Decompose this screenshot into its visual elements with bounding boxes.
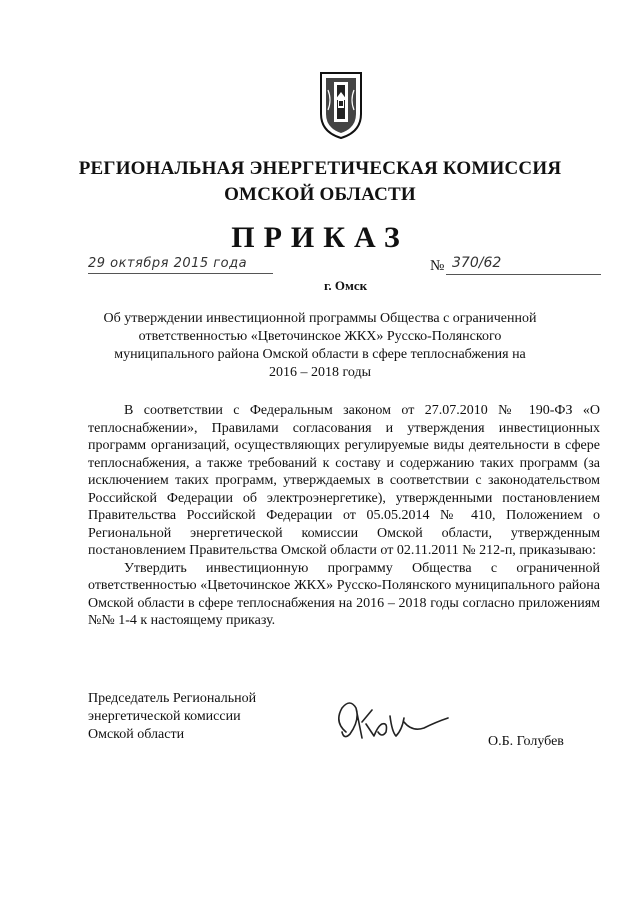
city-name: г. Омск: [324, 278, 368, 293]
date-underline: [88, 273, 273, 274]
signatory-position: [88, 690, 256, 744]
signatory-position-line2: энергетической комиссии: [88, 709, 241, 724]
signatory-name: О.Б. Голубев: [488, 734, 564, 749]
coat-of-arms-emblem: [318, 70, 364, 140]
number-underline: [446, 274, 601, 275]
document-title: ПРИКАЗ: [231, 221, 409, 254]
signatory-position-line3: Омской области: [88, 727, 185, 742]
organization-name-line1: РЕГИОНАЛЬНАЯ ЭНЕРГЕТИЧЕСКАЯ КОМИССИЯ: [78, 158, 562, 179]
order-body: [88, 402, 600, 630]
body-paragraph-decision: Утвердить инвестиционную программу Общества с ограниченной ответственностью «Цветочинское ЖКХ» Русско-Полянского муниципального района Омской области в сфере теплоснабжения на 2016 – 2018 годы согласно приложениям №№ 1-4 к настоящему приказу.: [88, 560, 600, 628]
order-date: 29 октября 2015 года: [88, 256, 248, 271]
order-number: 370/62: [452, 255, 502, 271]
number-sign: №: [430, 258, 445, 274]
handwritten-signature: [332, 692, 452, 748]
organization-name-line2: ОМСКОЙ ОБЛАСТИ: [224, 184, 416, 205]
body-paragraph-legal-basis: В соответствии с Федеральным законом от 27.07.2010 № 190-ФЗ «О теплоснабжении», Правилами согласования и утверждения инвестиционных программ организаций, осуществляющих регулируемые виды деятельности в сфере теплоснабжения, а также требований к составу и содержанию таких программ (за исключением таких программ, утверждаемых в соответствии с законодательством Российской Федерации об электроэнергетике), утвержденными постановлением Правительства Российской Федерации от 05.05.2014 № 410, Положением о Региональной энергетической комиссии Омской области, утвержденным постановлением Правительства Омской области от 02.11.2011 № 212-п, приказываю:: [88, 403, 600, 558]
order-subject: Об утверждении инвестиционной программы Общества с ограниченной ответственностью «Цветочинское ЖКХ» Русско-Полянского муниципального района Омской области в сфере теплоснабжения на 2016 – 2018 годы: [103, 311, 537, 380]
signatory-position-line1: Председатель Региональной: [88, 691, 257, 706]
